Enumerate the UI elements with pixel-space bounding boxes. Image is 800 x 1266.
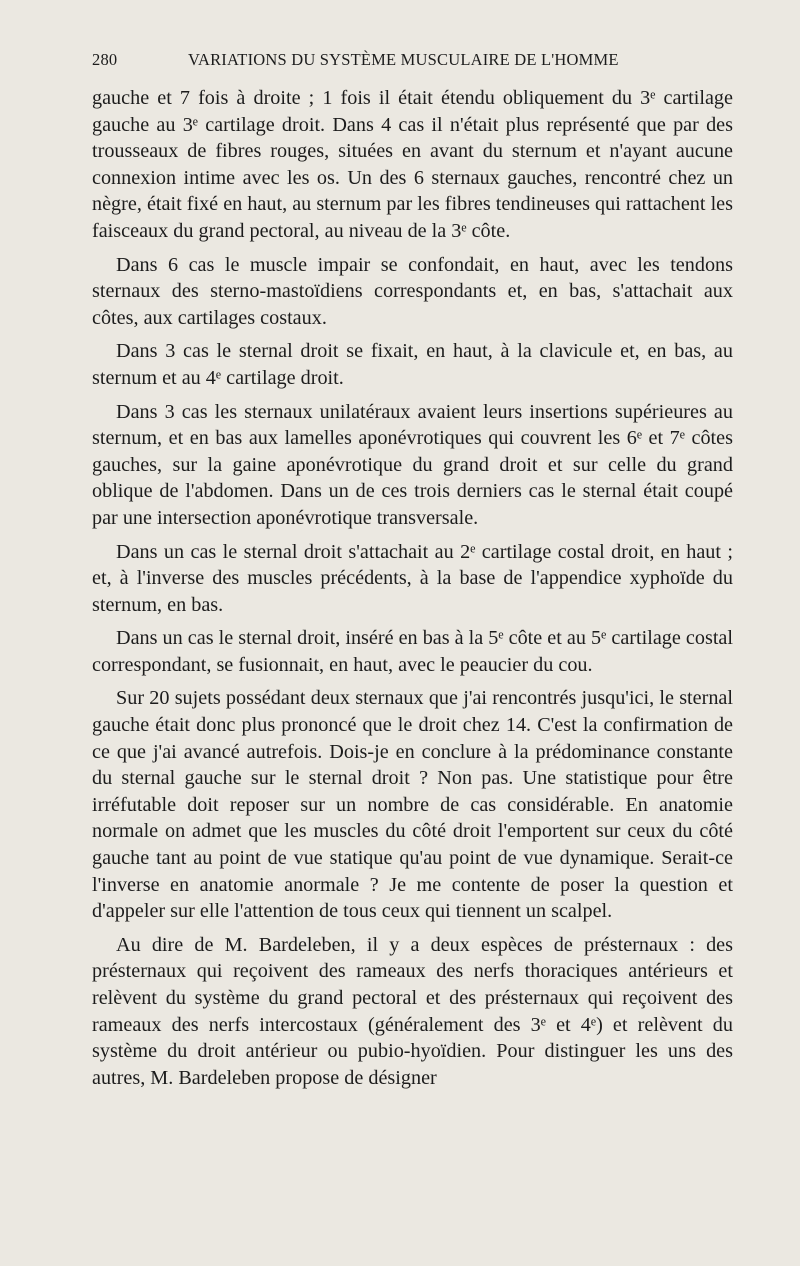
paragraph: Sur 20 sujets possédant deux sternaux que j'ai rencontrés jusqu'ici, le sternal gauche était donc plus prononcé que le droit chez 14. C'est la confirmation de ce que j'ai avancé autrefois. Dois-je en conclure à la prédominance constante du sternal gauche sur le sternal droit ? Non pas. Une statistique pour être irréfutable doit reposer sur un nombre de cas considérable. En anatomie normale on admet que les muscles du côté droit l'emportent sur ceux du côté gauche tant au point de vue statique qu'au point de vue dynamique. Serait-ce l'inverse en anatomie anormale ? Je me contente de poser la question et d'appeler sur elle l'attention de tous ceux qui tiennent un scalpel. bbox=[92, 687, 733, 923]
paragraph: Dans un cas le sternal droit s'attachait au 2ᵉ cartilage costal droit, en haut ; et, à l'inverse des muscles précédents, à la base de l'appendice xyphoïde du sternum, en bas. bbox=[92, 540, 733, 616]
page-header bbox=[92, 50, 732, 76]
paragraph-continued: gauche et 7 fois à droite ; 1 fois il était étendu obliquement du 3ᵉ cartilage gauche au 3ᵉ cartilage droit. Dans 4 cas il n'était plus représenté que par des trousseaux de fibres rouges, situées en avant du sternum et n'ayant aucune connexion intime avec les os. Un des 6 sternaux gauches, rencontré chez un nègre, était fixé en haut, au sternum par les fibres tendineuses qui rattachent les faisceaux du grand pectoral, au niveau de la 3ᵉ côte. bbox=[92, 87, 733, 242]
paragraph: Dans un cas le sternal droit, inséré en bas à la 5ᵉ côte et au 5ᵉ cartilage costal correspondant, se fusionnait, en haut, avec le peaucier du cou. bbox=[92, 627, 733, 676]
body-text bbox=[92, 85, 733, 1098]
page-number: 280 bbox=[92, 50, 118, 69]
paragraph: Dans 6 cas le muscle impair se confondait, en haut, avec les tendons sternaux des sterno-mastoïdiens correspondants et, en bas, s'attachait aux côtes, aux cartilages costaux. bbox=[92, 253, 733, 329]
paragraph: Dans 3 cas les sternaux unilatéraux avaient leurs insertions supérieures au sternum, et en bas aux lamelles aponévrotiques qui couvrent les 6ᵉ et 7ᵉ côtes gauches, sur la gaine aponévrotique du grand droit et sur celle du grand oblique de l'abdomen. Dans un de ces trois derniers cas le sternal était coupé par une intersection aponévrotique transversale. bbox=[92, 400, 733, 529]
paragraph: Dans 3 cas le sternal droit se fixait, en haut, à la clavicule et, en bas, au sternum et au 4ᵉ cartilage droit. bbox=[92, 340, 733, 389]
running-title: VARIATIONS DU SYSTÈME MUSCULAIRE DE L'HOMME bbox=[188, 50, 619, 69]
paragraph: Au dire de M. Bardeleben, il y a deux espèces de présternaux : des présternaux qui reçoivent des rameaux des nerfs thoraciques antérieurs et relèvent du système du grand pectoral et des présternaux qui reçoivent des rameaux des nerfs intercostaux (généralement des 3ᵉ et 4ᵉ) et relèvent du système du droit antérieur ou pubio-hyoïdien. Pour distinguer les uns des autres, M. Bardeleben propose de désigner bbox=[92, 933, 733, 1089]
